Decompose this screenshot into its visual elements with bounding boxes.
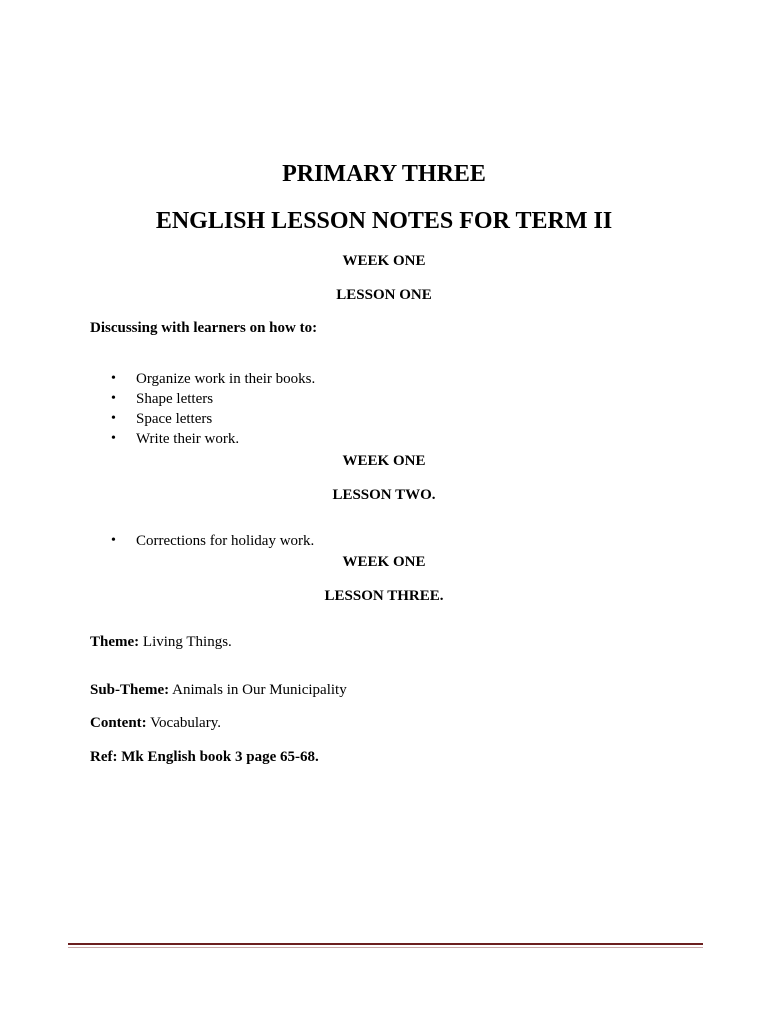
content-value: Vocabulary.: [150, 715, 221, 731]
list-item: [111, 531, 315, 551]
section1-lesson-heading: LESSON ONE: [336, 287, 432, 303]
bullet-icon: •: [111, 371, 116, 386]
content-label: Content:: [90, 715, 147, 731]
list-item-text: Corrections for holiday work.: [136, 533, 315, 549]
subtheme-value: Animals in Our Municipality: [172, 682, 347, 698]
reference-line: Ref: Mk English book 3 page 65-68.: [90, 749, 319, 765]
bullet-icon: •: [111, 411, 116, 426]
list-item-text: Write their work.: [136, 431, 240, 447]
list-item: [111, 369, 316, 389]
list-item-text: Shape letters: [136, 391, 214, 407]
bullet-icon: •: [111, 533, 116, 548]
list-item: [111, 429, 315, 449]
theme-value: Living Things.: [142, 634, 232, 650]
section1-intro: Discussing with learners on how to:: [90, 320, 318, 336]
bullet-icon: •: [111, 431, 116, 446]
section2-bullet-list: [111, 531, 315, 551]
list-item: [111, 409, 315, 429]
document-title: PRIMARY THREE: [282, 161, 486, 187]
subtheme-line: [90, 681, 347, 699]
list-item-text: Space letters: [136, 411, 213, 427]
content-line: [90, 714, 221, 732]
footer-divider: [68, 943, 703, 945]
list-item-text: Organize work in their books.: [136, 371, 316, 387]
theme-line: [90, 633, 232, 651]
section1-week-heading: WEEK ONE: [342, 253, 426, 269]
document-subtitle: ENGLISH LESSON NOTES FOR TERM II: [155, 208, 613, 234]
bullet-icon: •: [111, 391, 116, 406]
subtheme-label: Sub-Theme:: [90, 682, 170, 698]
theme-label: Theme:: [90, 634, 140, 650]
section3-lesson-heading: LESSON THREE.: [324, 588, 444, 604]
section2-week-heading: WEEK ONE: [342, 453, 426, 469]
section1-bullet-list: [111, 369, 316, 449]
section3-week-heading: WEEK ONE: [342, 554, 426, 570]
footer-divider-shadow: [68, 947, 703, 948]
list-item: [111, 389, 315, 409]
section2-lesson-heading: LESSON TWO.: [332, 487, 436, 503]
